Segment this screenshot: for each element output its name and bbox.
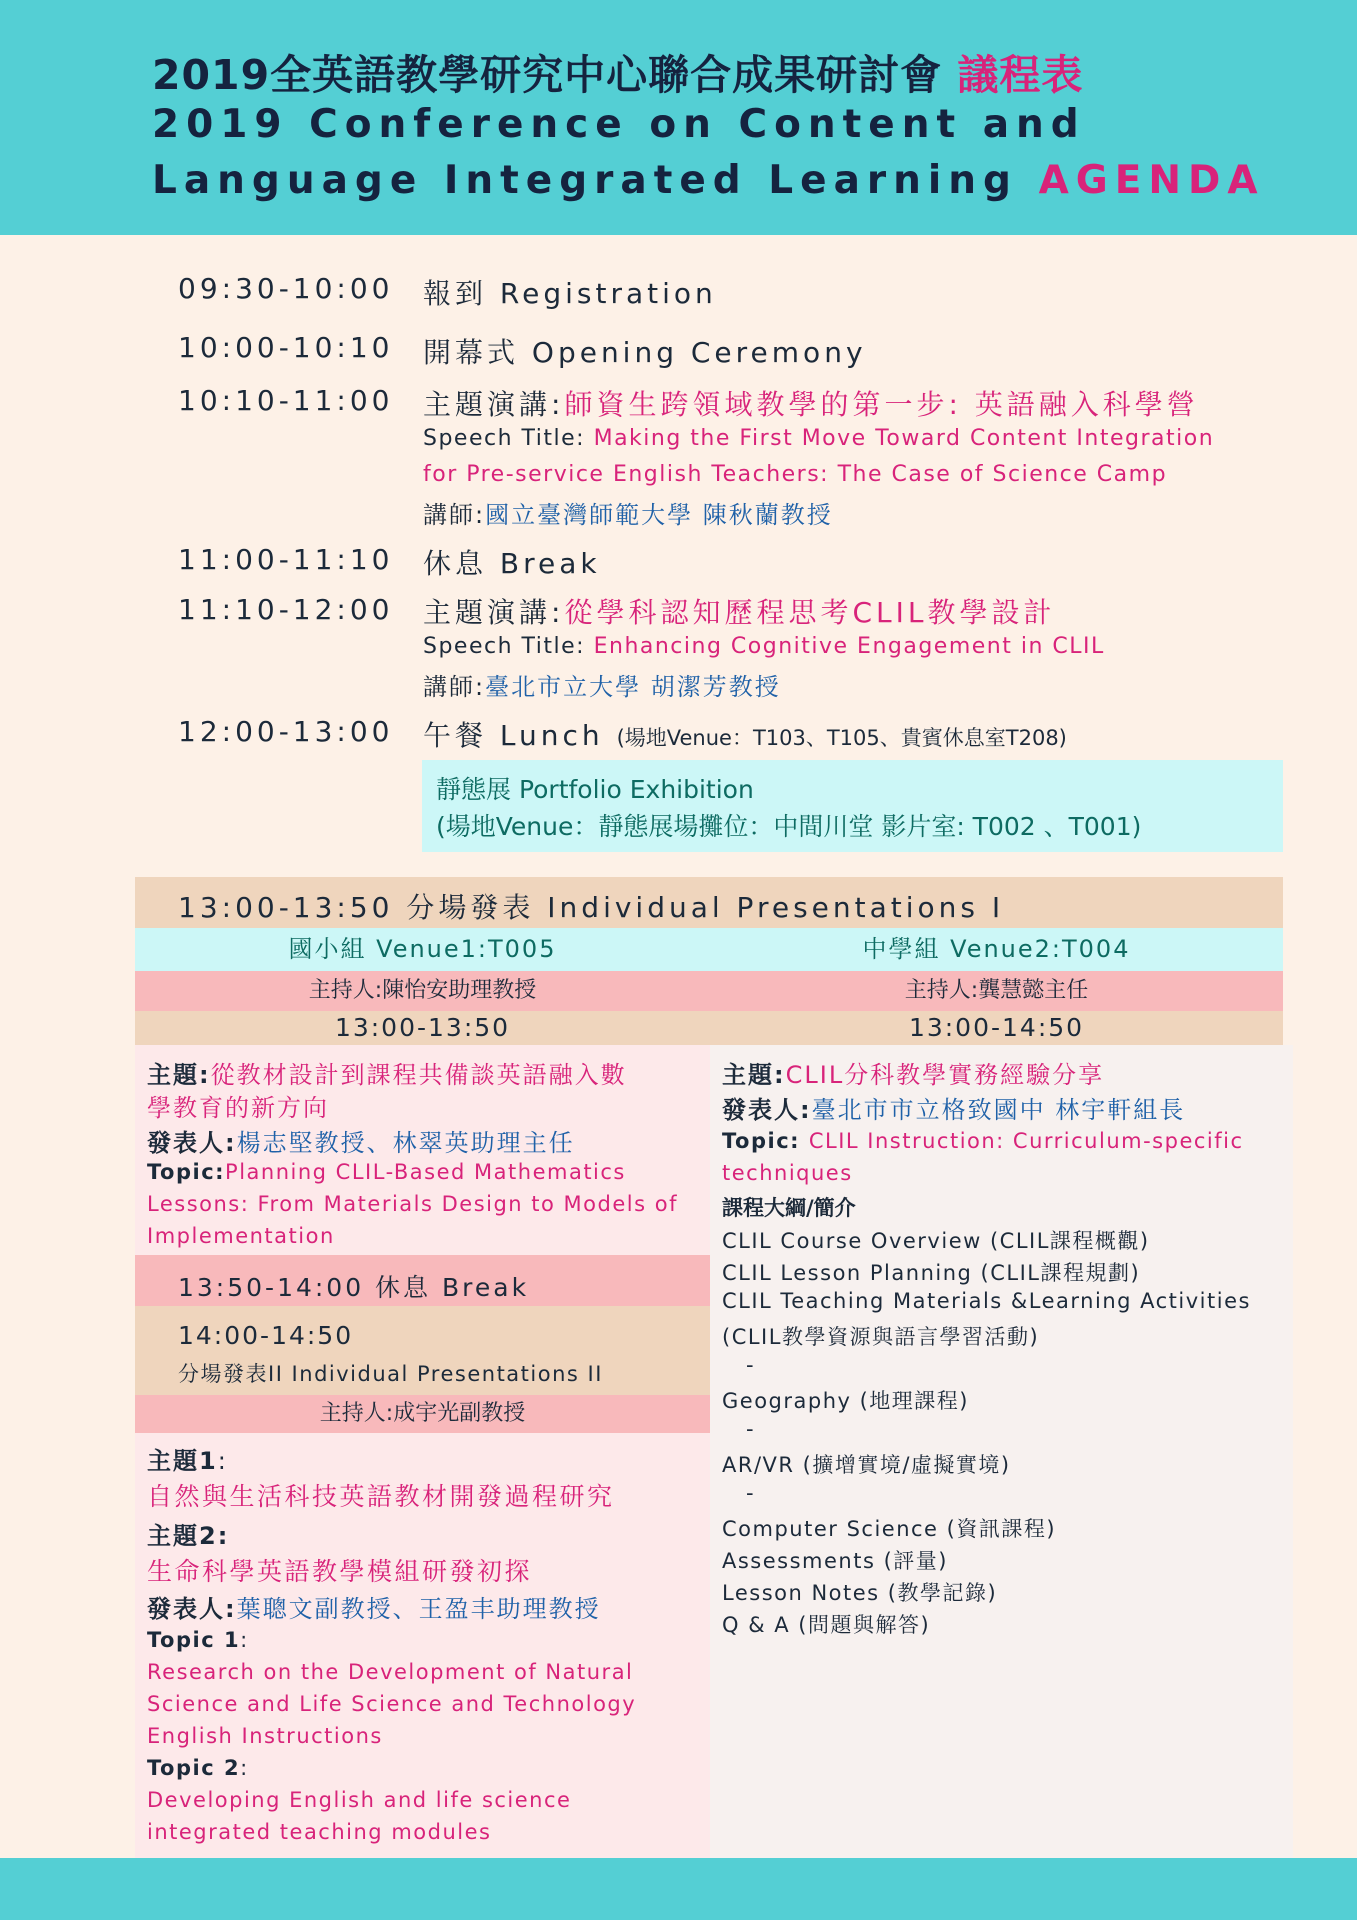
right-topic-1: CLIL Instruction: Curriculum-specific (808, 1129, 1244, 1153)
keynote1-speech-title (423, 426, 1214, 451)
title-zh-accent: 議程表 (957, 51, 1084, 99)
title-zh (152, 42, 1083, 101)
left-theme2: 生命科學英語教學模組研發初探 (147, 1557, 533, 1586)
break1-label: 休息 Break (423, 547, 601, 580)
exhibition-title: 靜態展 Portfolio Exhibition (436, 775, 754, 804)
outline-item: Assessments (評量) (722, 1549, 948, 1573)
left-topic-line2: Lessons: From Materials Design to Models of (147, 1192, 678, 1216)
lunch-time: 12:00-13:00 (178, 715, 394, 748)
left-topic1-colon: : (240, 1628, 249, 1652)
left-presenter-line (147, 1123, 575, 1158)
left-presenter: 楊志堅教授、林翠英助理主任 (236, 1129, 575, 1157)
keynote1-title (423, 383, 1199, 423)
right-presenter-label: 發表人: (722, 1096, 812, 1124)
left-theme-1: 從教材設計到課程共備談英語融入數 (210, 1061, 627, 1089)
left-theme-line2: 學教育的新方向 (147, 1094, 329, 1122)
exhibition-venue: (場地Venue：靜態展場攤位：中間川堂 影片室: T002 、T001) (436, 812, 1142, 841)
outline-item: CLIL Teaching Materials &Learning Activities (722, 1289, 1251, 1313)
left-topic-line3: Implementation (147, 1224, 335, 1248)
outline-item: Geography (地理課程) (722, 1389, 970, 1413)
keynote1-speech-title-2: for Pre-service English Teachers: The Case of Science Camp (423, 462, 1168, 487)
right-host: 主持人:龔慧懿主任 (710, 971, 1283, 1011)
keynote1-speech-prefix: Speech Title: (423, 426, 594, 451)
left-theme1-label: 主題1 (147, 1447, 218, 1475)
keynote1-speaker (423, 495, 833, 530)
left-theme1-line (147, 1441, 228, 1476)
left-presenter2: 葉聰文副教授、王盈丰助理教授 (236, 1595, 601, 1623)
session-heading-band (135, 877, 1283, 928)
session-heading: 13:00-13:50 分場發表 Individual Presentations I (178, 891, 1005, 924)
left-topic1-text3: English Instructions (147, 1724, 383, 1748)
left-session2-host: 主持人:成宇光副教授 (135, 1395, 710, 1433)
left-break-label: 13:50-14:00 休息 Break (178, 1273, 530, 1302)
right-session-panel (710, 1045, 1293, 1858)
outline-dash: - (746, 1353, 756, 1377)
left-theme1-colon: : (217, 1447, 228, 1475)
right-topic-line1 (722, 1129, 1244, 1153)
title-en-accent: AGENDA (1038, 158, 1265, 203)
right-session-time: 13:00-14:50 (710, 1011, 1283, 1045)
break1-time: 11:00-11:10 (178, 543, 394, 576)
left-topic1-line (147, 1628, 249, 1652)
keynote2-title-zh: 從學科認知歷程思考CLIL教學設計 (564, 596, 1056, 629)
title-en-line2 (152, 158, 1265, 203)
left-session-time: 13:00-13:50 (135, 1011, 710, 1045)
keynote2-speech-title-text: Enhancing Cognitive Engagement in CLIL (593, 634, 1105, 659)
keynote2-speech-title (423, 634, 1105, 659)
left-topic2-text2: integrated teaching modules (147, 1820, 492, 1844)
keynote1-title-zh: 師資生跨領域教學的第一步: 英語融入科學營 (564, 388, 1199, 421)
left-session2-panel (135, 1433, 710, 1858)
left-topic-line1 (147, 1160, 626, 1184)
keynote2-speaker-name: 臺北市立大學 胡潔芳教授 (485, 673, 781, 701)
right-theme-line (722, 1055, 1104, 1090)
outline-item: Q & A (問題與解答) (722, 1613, 931, 1637)
keynote1-speaker-prefix: 講師: (423, 501, 486, 529)
registration-time: 09:30-10:00 (178, 272, 394, 305)
left-session1-panel (135, 1045, 710, 1255)
right-topic-line2: techniques (722, 1161, 853, 1185)
outline-item: CLIL Lesson Planning (CLIL課程規劃) (722, 1261, 1141, 1285)
left-topic2-text1: Developing English and life science (147, 1788, 572, 1812)
header-banner (0, 0, 1357, 235)
keynote2-title (423, 591, 1055, 631)
lunch-label-text: 午餐 Lunch (423, 719, 604, 752)
opening-time: 10:00-10:10 (178, 331, 394, 364)
exhibition-box (422, 760, 1283, 852)
left-theme-label: 主題: (147, 1061, 211, 1089)
keynote2-time: 11:10-12:00 (178, 593, 394, 626)
title-zh-main: 2019全英語教學研究中心聯合成果研討會 (152, 51, 943, 99)
keynote2-speaker (423, 667, 781, 702)
keynote1-speaker-name: 國立臺灣師範大學 陳秋蘭教授 (485, 501, 833, 529)
lunch-venue: (場地Venue：T103、T105、貴賓休息室T208) (616, 726, 1067, 750)
keynote2-speech-prefix: Speech Title: (423, 634, 594, 659)
left-break-band (135, 1255, 710, 1306)
left-topic2-line (147, 1756, 249, 1780)
keynote1-time: 10:10-11:00 (178, 384, 394, 417)
left-topic2-label: Topic 2 (147, 1756, 241, 1780)
lunch-label (423, 714, 1067, 754)
title-en-main: Language Integrated Learning (152, 158, 1018, 203)
right-presenter: 臺北市市立格致國中 林宇軒組長 (811, 1096, 1186, 1124)
keynote2-speaker-prefix: 講師: (423, 673, 486, 701)
title-en-line1: 2019 Conference on Content and (152, 102, 1086, 147)
left-topic1-text2: Science and Life Science and Technology (147, 1692, 637, 1716)
left-session2-band (135, 1306, 710, 1395)
left-topic-label: Topic: (147, 1160, 226, 1184)
left-presenter2-label: 發表人: (147, 1595, 237, 1623)
left-session2-time: 14:00-14:50 (178, 1321, 354, 1350)
outline-item: Lesson Notes (教學記錄) (722, 1581, 998, 1605)
keynote2-prefix: 主題演講: (423, 596, 565, 629)
outline-dash: - (746, 1417, 756, 1441)
right-group-label: 中學組 Venue2:T004 (710, 928, 1283, 971)
footer-band (0, 1858, 1357, 1920)
left-topic-1: Planning CLIL-Based Mathematics (225, 1160, 626, 1184)
opening-label: 開幕式 Opening Ceremony (423, 336, 867, 369)
keynote1-speech-title-1: Making the First Move Toward Content Integration (593, 426, 1215, 451)
right-outline-label: 課程大綱/簡介 (722, 1196, 856, 1220)
registration-label: 報到 Registration (423, 277, 717, 310)
left-session2-label: 分場發表II Individual Presentations II (178, 1362, 603, 1386)
left-topic1-text1: Research on the Development of Natural (147, 1660, 634, 1684)
left-group-label: 國小組 Venue1:T005 (135, 928, 710, 971)
outline-item: Computer Science (資訊課程) (722, 1517, 1057, 1541)
outline-item: AR/VR (擴增實境/虛擬實境) (722, 1453, 1011, 1477)
outline-item: CLIL Course Overview (CLIL課程概觀) (722, 1229, 1150, 1253)
left-presenter2-line (147, 1589, 601, 1624)
left-host: 主持人:陳怡安助理教授 (135, 971, 710, 1011)
right-theme: CLIL分科教學實務經驗分享 (785, 1061, 1105, 1089)
left-presenter-label: 發表人: (147, 1129, 237, 1157)
right-topic-label: Topic: (722, 1129, 809, 1153)
keynote1-prefix: 主題演講: (423, 388, 565, 421)
left-topic1-label: Topic 1 (147, 1628, 241, 1652)
outline-item: (CLIL教學資源與語言學習活動) (722, 1325, 1040, 1349)
left-theme2-label: 主題2: (147, 1522, 230, 1550)
right-presenter-line (722, 1090, 1185, 1125)
left-topic2-colon: : (240, 1756, 249, 1780)
outline-dash: - (746, 1481, 756, 1505)
left-theme1: 自然與生活科技英語教材開發過程研究 (147, 1482, 615, 1511)
left-theme-line1 (147, 1055, 627, 1090)
right-theme-label: 主題: (722, 1061, 786, 1089)
